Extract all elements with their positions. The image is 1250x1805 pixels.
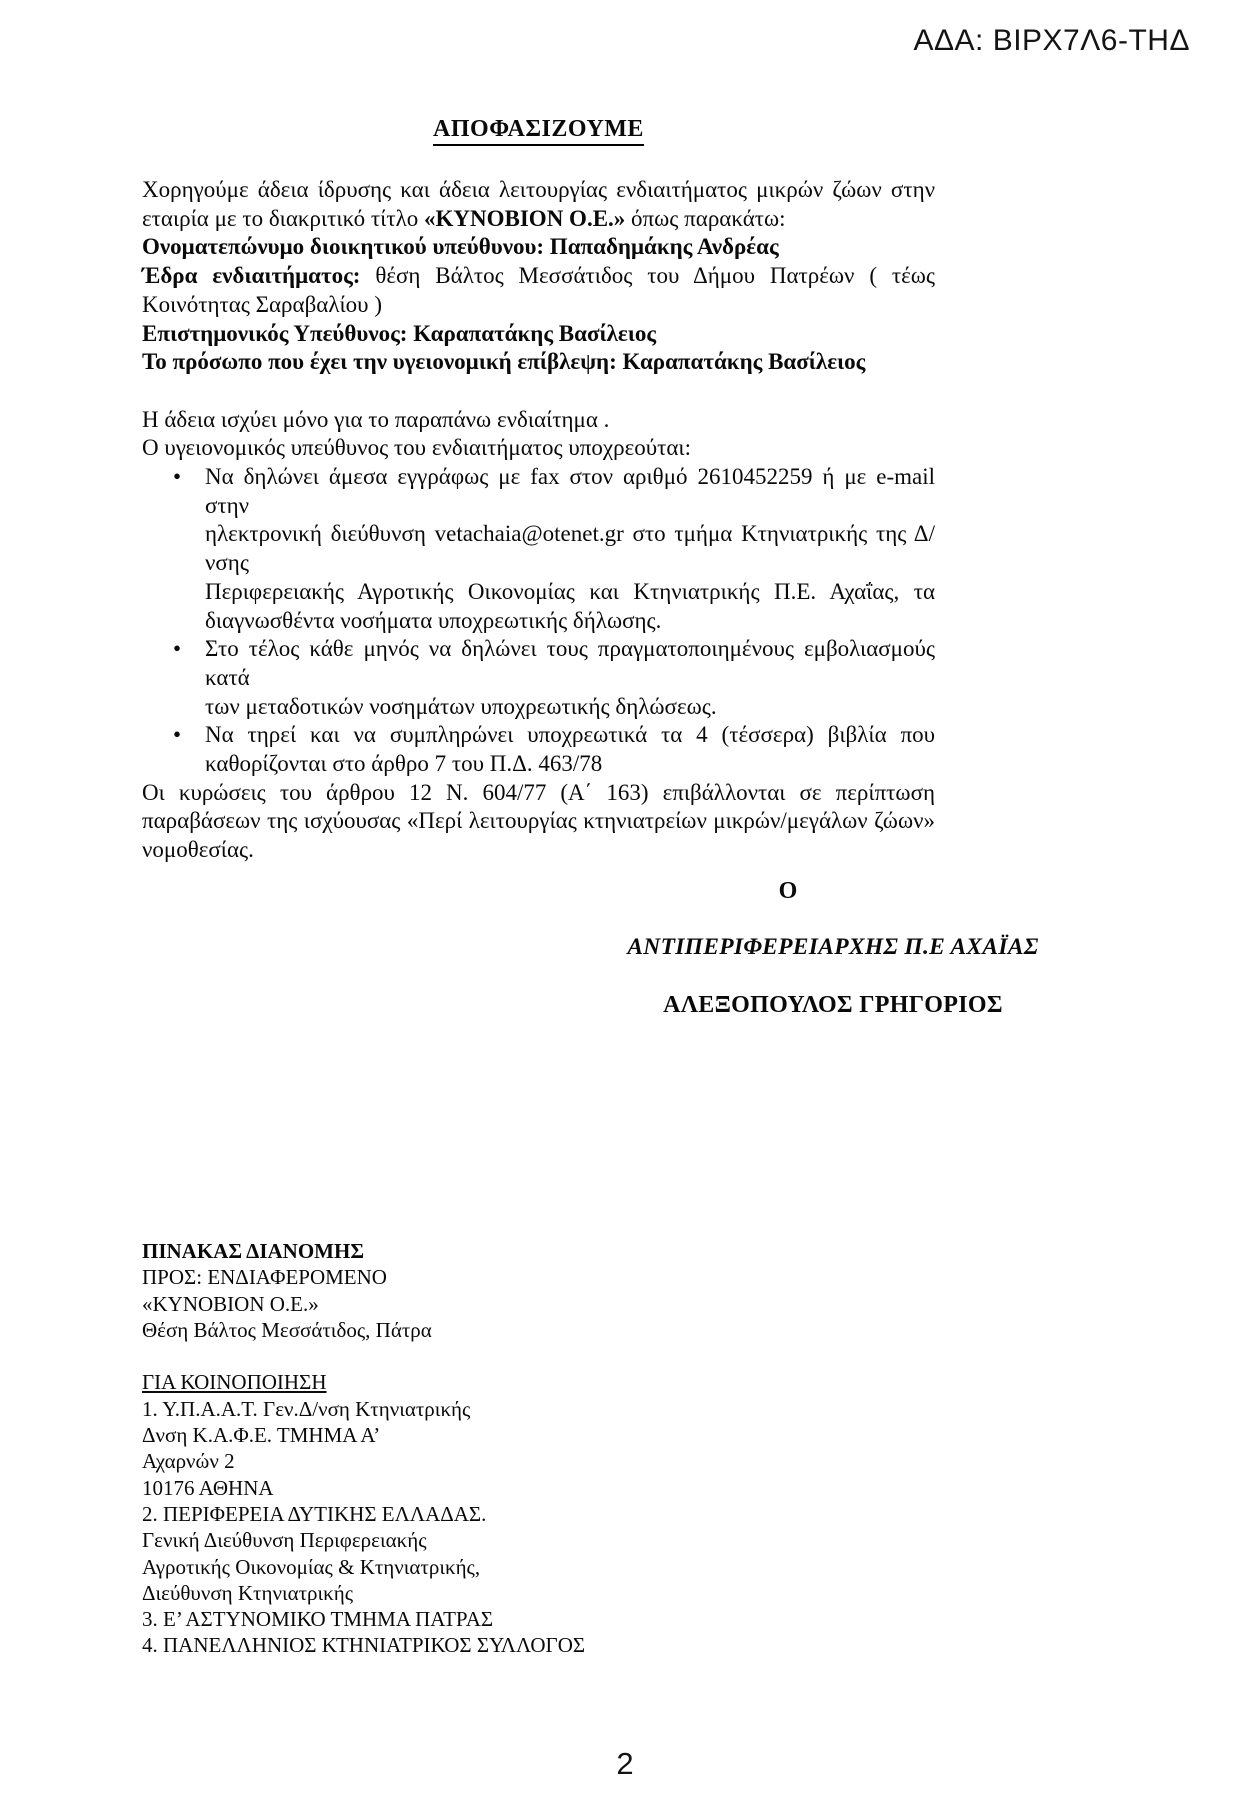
body-line: Χορηγούμε άδεια ίδρυσης και άδεια λειτουργίας ενδιαιτήματος μικρών ζώων στην [142, 177, 935, 202]
cc-line: Γενική Διεύθυνση Περιφερειακής [142, 1528, 427, 1553]
cc-line: Αχαρνών 2 [142, 1449, 235, 1474]
body-line-admin-manager: Ονοματεπώνυμο διοικητικού υπεύθυνου: Παπαδημάκης Ανδρέας [142, 234, 779, 260]
distribution-to-line: Θέση Βάλτος Μεσσάτιδος, Πάτρα [142, 1317, 432, 1342]
signatory-role: ΑΝΤΙΠΕΡΙΦΕΡΕΙΑΡΧΗΣ Π.Ε ΑΧΑΪΑΣ [627, 934, 1039, 960]
bullet-icon: • [173, 636, 182, 662]
closing-line: νομοθεσίας. [142, 837, 254, 863]
body-line: Η άδεια ισχύει μόνο για το παραπάνω ενδιαίτημα . [142, 406, 610, 432]
cc-line: 2. ΠΕΡΙΦΕΡΕΙΑ ΔΥΤΙΚΗΣ ΕΛΛΑΔΑΣ. [142, 1501, 487, 1526]
cc-line: 3. Ε’ ΑΣΤΥΝΟΜΙΚΟ ΤΜΗΜΑ ΠΑΤΡΑΣ [142, 1607, 494, 1632]
bullet-line: Να δηλώνει άμεσα εγγράφως με fax στον αριθμό 2610452259 ή με e-mail στην [205, 464, 935, 518]
distribution-to-line: ΠΡΟΣ: ΕΝΔΙΑΦΕΡΟΜΕΝΟ [142, 1265, 387, 1290]
cc-line: Αγροτικής Οικονομίας & Κτηνιατρικής, [142, 1554, 481, 1579]
distribution-to-line: «ΚΥΝΟΒΙΟΝ Ο.Ε.» [142, 1291, 319, 1316]
cc-line: Δνση Κ.Α.Φ.Ε. ΤΜΗΜΑ Α’ [142, 1423, 381, 1448]
cc-heading: ΓΙΑ ΚΟΙΝΟΠΟΙΗΣΗ [142, 1370, 327, 1395]
body-line: Κοινότητας Σαραβαλίου ) [142, 291, 382, 317]
signatory-article: Ο [778, 878, 798, 904]
bullet-line: των μεταδοτικών νοσημάτων υποχρεωτικής δηλώσεως. [205, 693, 717, 719]
body-line: Ο υγειονομικός υπεύθυνος του ενδιαιτήματος υποχρεούται: [142, 435, 691, 461]
bullet-line: Περιφερειακής Αγροτικής Οικονομίας και Κτηνιατρικής Π.Ε. Αχαΐας, τα [205, 578, 935, 604]
bullet-icon: • [173, 722, 182, 748]
company-title: «ΚΥΝΟΒΙΟΝ Ο.Ε.» [424, 205, 626, 231]
distribution-list [142, 1238, 782, 1659]
decision-title: ΑΠΟΦΑΣΙΖΟΥΜΕ [433, 116, 644, 146]
page-number: 2 [616, 1746, 634, 1781]
decision-heading [142, 116, 935, 146]
bullet-line: Να τηρεί και να συμπληρώνει υποχρεωτικά τα 4 (τέσσερα) βιβλία που [205, 722, 935, 748]
decision-body [142, 176, 935, 865]
bullet-item [142, 635, 935, 721]
cc-line: 4. ΠΑΝΕΛΛΗΝΙΟΣ ΚΤΗΝΙΑΤΡΙΚΟΣ ΣΥΛΛΟΓΟΣ [142, 1633, 586, 1658]
signatory-name: ΑΛΕΞΟΠΟΥΛΟΣ ΓΡΗΓΟΡΙΟΣ [663, 992, 1003, 1018]
closing-line: παραβάσεων της ισχύουσας «Περί λειτουργίας κτηνιατρείων μικρών/μεγάλων ζώων» [142, 808, 935, 834]
blank-line [142, 1343, 782, 1369]
cc-line: 10176 ΑΘΗΝΑ [142, 1475, 274, 1500]
body-line-scientific-manager: Επιστημονικός Υπεύθυνος: Καραπατάκης Βασίλειος [142, 320, 657, 346]
bullet-icon: • [173, 464, 182, 490]
bullet-line: διαγνωσθέντα νοσήματα υποχρεωτικής δήλωσης. [205, 607, 662, 633]
ada-code: ΑΔΑ: ΒΙΡΧ7Λ6-ΤΗΔ [913, 24, 1190, 57]
body-line-seat: Έδρα ενδιαιτήματος: θέση Βάλτος Μεσσάτιδος του Δήμου Πατρέων ( τέως [142, 263, 935, 289]
bullet-item [142, 721, 935, 778]
cc-line: Διεύθυνση Κτηνιατρικής [142, 1580, 354, 1605]
distribution-heading: ΠΙΝΑΚΑΣ ΔΙΑΝΟΜΗΣ [142, 1239, 365, 1263]
cc-line: 1. Υ.Π.Α.Α.Τ. Γεν.Δ/νση Κτηνιατρικής [142, 1396, 471, 1421]
bullet-line: ηλεκτρονική διεύθυνση vetachaia@otenet.gr στο τμήμα Κτηνιατρικής της Δ/νσης [205, 521, 935, 576]
closing-line: Οι κυρώσεις του άρθρου 12 Ν. 604/77 (Α΄ 163) επιβάλλονται σε περίπτωση [142, 779, 935, 805]
blank-line [142, 377, 935, 406]
signature-block [533, 878, 1133, 1019]
bullet-line: καθορίζονται στο άρθρο 7 του Π.Δ. 463/78 [205, 751, 603, 777]
body-line-health-supervisor: Το πρόσωπο που έχει την υγειονομική επίβλεψη: Καραπατάκης Βασίλειος [142, 349, 866, 375]
body-line: εταιρία με το διακριτικό τίτλο «ΚΥΝΟΒΙΟΝ Ο.Ε.» όπως παρακάτω: [142, 205, 786, 231]
bullet-line: Στο τέλος κάθε μηνός να δηλώνει τους πραγματοποιημένους εμβολιασμούς κατά [205, 636, 935, 690]
bullet-item [142, 463, 935, 635]
